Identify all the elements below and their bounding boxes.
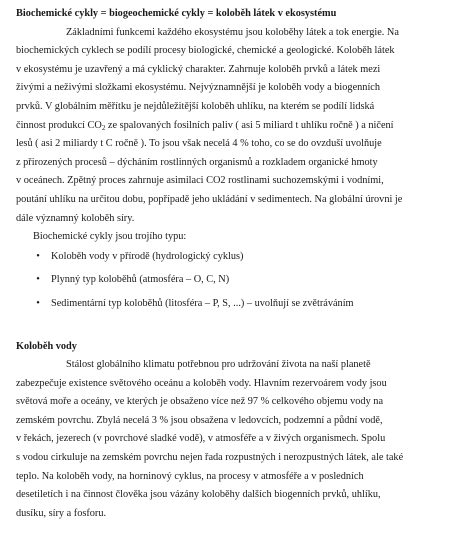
text-line: desetiletích i na činnost člověka jsou vázány koloběhy dalších biogenních prvků, uhlíku, — [16, 489, 381, 501]
list-item-label: Koloběh vody v přírodě (hydrologický cyklus) — [51, 250, 244, 262]
text-line: z přirozených procesů – dýcháním rostlinných organismů a rozkladem organické hmoty — [16, 156, 378, 168]
text-line: s vodou cirkuluje na zemském povrchu nejen řada rozpustných i nerozpustných látek, ale také — [16, 452, 404, 464]
text-line: biochemických cyklech se podílí procesy biologické, chemické a geologické. Koloběh látek — [16, 45, 395, 57]
list-item-gas-cycle — [16, 271, 447, 290]
list-item-label: Plynný typ koloběhů (atmosféra – O, C, N) — [51, 274, 230, 286]
text-line: zabezpečuje existence světového oceánu a koloběh vody. Hlavním rezervoárem vody jsou — [16, 377, 387, 389]
text-line: teplo. Na koloběh vody, na horninový cyklus, na procesy v atmosféře a v posledních — [16, 470, 364, 482]
list-item-sedimentary-cycle — [16, 295, 447, 314]
cycle-types-intro: Biochemické cykly jsou trojího typu: — [33, 231, 187, 243]
section-heading-water-cycle: Koloběh vody — [16, 340, 77, 352]
co2-text-before: činnost produkcí CO — [16, 119, 102, 131]
text-line: zemském povrchu. Zbylá necelá 3 % jsou obsažena v ledovcích, podzemní a půdní vodě, — [16, 414, 383, 426]
text-line: světová moře a oceány, ve kterých je obsaženo více než 97 % celkového objemu vody na — [16, 396, 384, 408]
bullet-icon: • — [36, 250, 40, 262]
list-item-water-cycle — [16, 248, 447, 267]
text-line: v oceánech. Zpětný proces zahrnuje asimilaci CO2 rostlinami suchozemskými i vodními, — [16, 175, 384, 187]
section-heading-biochemical-cycles: Biochemické cykly = biogeochemické cykly = koloběh látek v ekosystému — [16, 8, 337, 19]
paragraph-biochemical-cycles — [16, 24, 447, 229]
text-line-co2 — [16, 117, 447, 136]
paragraph-water-cycle — [16, 356, 447, 523]
text-line: v řekách, jezerech (v povrchové sladké vodě), v atmosféře a v živých organismech. Spolu — [16, 433, 386, 445]
text-line: Základními funkcemi každého ekosystému jsou koloběhy látek a tok energie. Na — [66, 26, 399, 38]
text-line: živými a neživými složkami ekosystému. Nejvýznamnější je koloběh vody a biogenních — [16, 82, 381, 94]
cycle-types-list — [16, 248, 447, 314]
text-line: lesů ( asi 2 miliardy t C ročně ). To jsou však necelá 4 % toho, co se do ovzduší uvolňuje — [16, 138, 382, 150]
co2-text-after: ze spalovaných fosilních paliv ( asi 5 miliard t uhlíku ročně ) a ničení — [105, 119, 394, 131]
text-line: dále významný koloběh síry. — [16, 212, 135, 224]
text-line: v ekosystému je uzavřený a má cyklický charakter. Zahrnuje koloběh prvků a látek mezi — [16, 63, 381, 75]
text-line: dusíku, síry a fosforu. — [16, 507, 107, 519]
text-line: poutání uhlíku na určitou dobu, popřípadě jeho ukládání v sedimentech. Na globální úrovni je — [16, 193, 403, 205]
co2-subscript: 2 — [101, 123, 106, 132]
list-item-label: Sedimentární typ koloběhů (litosféra – P, S, ...) – uvolňují se zvětráváním — [51, 297, 354, 309]
bullet-icon: • — [36, 274, 40, 286]
text-line: Stálost globálního klimatu potřebnou pro udržování života na naší planetě — [66, 359, 371, 371]
text-line: prvků. V globálním měřítku je nejdůležitější koloběh uhlíku, na kterém se podílí lidská — [16, 100, 375, 112]
bullet-icon: • — [36, 297, 40, 309]
section-spacer — [16, 319, 447, 338]
